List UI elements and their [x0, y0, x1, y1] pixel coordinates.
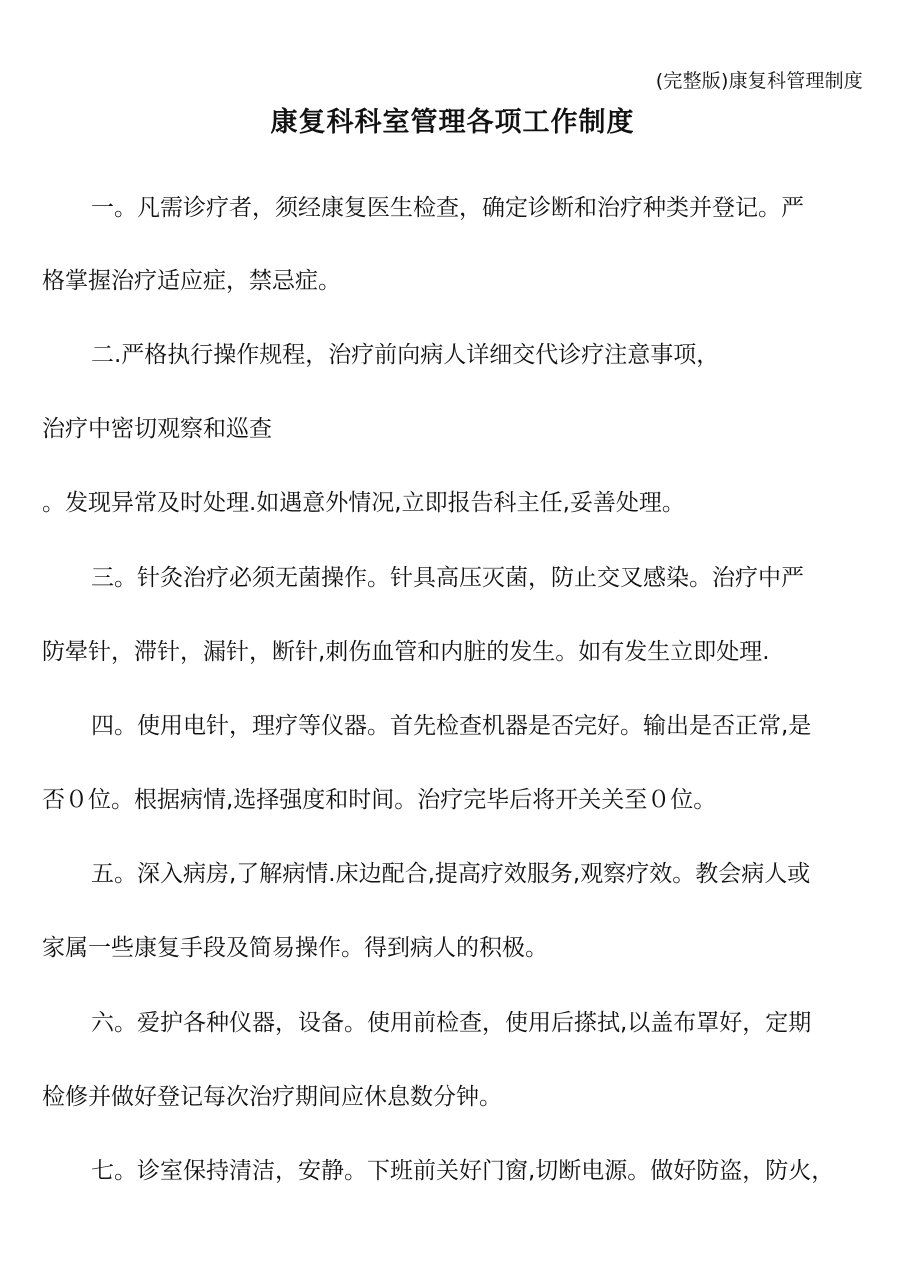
header-note: (完整版)康复科管理制度 — [655, 70, 863, 92]
paragraph-4-line-1: 四。使用电针，理疗等仪器。首先检查机器是否完好。输出是否正常,是 — [91, 713, 812, 739]
paragraph-3-line-2: 防晕针，滞针，漏针，断针,刺伤血管和内脏的发生。如有发生立即处理. — [42, 639, 770, 665]
paragraph-1-line-2: 格掌握治疗适应症，禁忌症。 — [42, 268, 341, 294]
paragraph-6-line-2: 检修并做好登记每次治疗期间应休息数分钟。 — [42, 1084, 502, 1110]
document-title: 康复科科室管理各项工作制度 — [270, 107, 635, 138]
paragraph-2-line-3: 。发现异常及时处理.如遇意外情况,立即报告科主任,妥善处理。 — [42, 490, 685, 516]
paragraph-7-line-1: 七。诊室保持清洁，安静。下班前关好门窗,切断电源。做好防盗，防火， — [91, 1158, 835, 1184]
paragraph-6-line-1: 六。爱护各种仪器，设备。使用前检查，使用后搽拭,以盖布罩好，定期 — [91, 1010, 812, 1036]
paragraph-1-line-1: 一。凡需诊疗者，须经康复医生检查，确定诊断和治疗种类并登记。严 — [91, 195, 804, 221]
paragraph-2-line-1: 二.严格执行操作规程，治疗前向病人详细交代诊疗注意事项， — [91, 342, 720, 368]
paragraph-5-line-1: 五。深入病房,了解病情.床边配合,提高疗效服务,观察疗效。教会病人或 — [91, 861, 811, 887]
paragraph-4-line-2: 否０位。根据病情,选择强度和时间。治疗完毕后将开关关至０位。 — [42, 787, 717, 813]
paragraph-3-line-1: 三。针灸治疗必须无菌操作。针具高压灭菌，防止交叉感染。治疗中严 — [91, 565, 804, 591]
paragraph-2-line-2: 治疗中密切观察和巡查 — [42, 416, 272, 442]
paragraph-5-line-2: 家属一些康复手段及简易操作。得到病人的积极。 — [42, 935, 548, 961]
